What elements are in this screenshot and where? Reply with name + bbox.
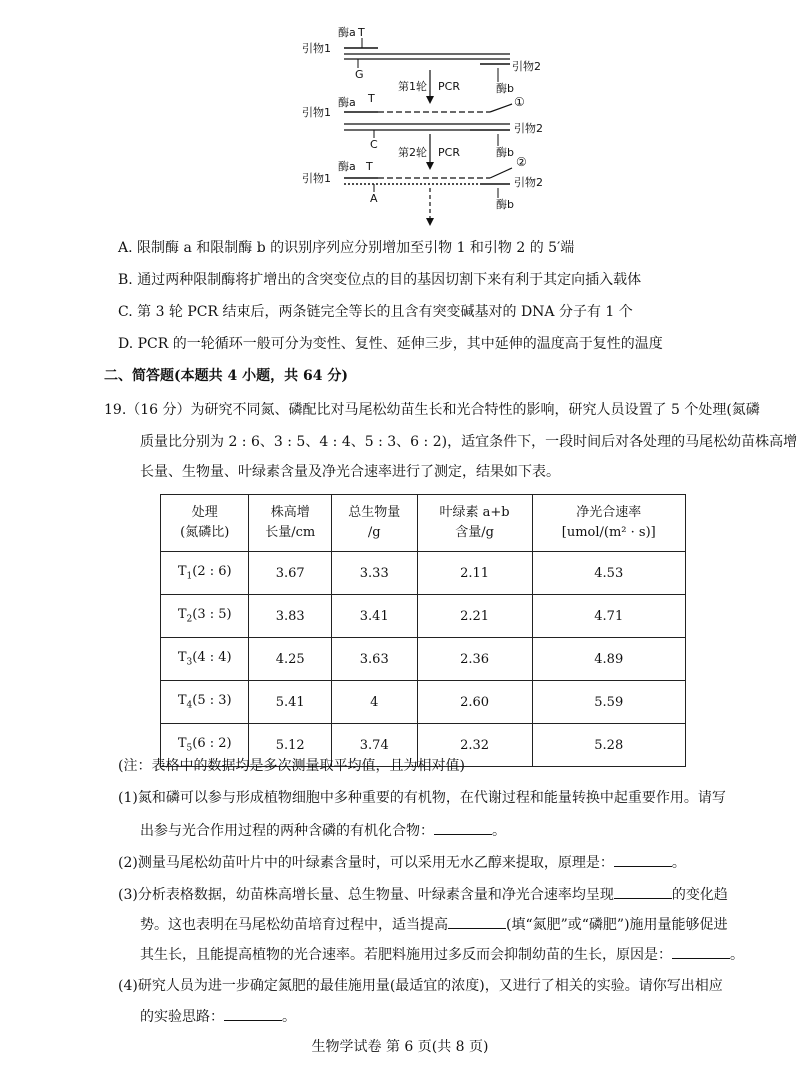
subquestion-3-line1: (3)分析表格数据，幼苗株高增长量、总生物量、叶绿素含量和净光合速率均呈现 的变化趋 (118, 884, 728, 905)
question-19-line1: 19.（16 分）为研究不同氮、磷配比对马尾松幼苗生长和光合特性的影响，研究人员设置了 5 个处理(氮磷 (104, 402, 760, 418)
label-primer2-2: 引物2 (514, 122, 543, 135)
results-table (160, 494, 686, 767)
round3-arrowhead (426, 218, 434, 226)
label-mark2: ② (516, 155, 527, 169)
header-height: 株高增 长量/cm (249, 495, 331, 552)
label-t-1: T (358, 26, 365, 39)
answer-blank-3b[interactable] (448, 914, 506, 929)
round1-arrowhead (426, 96, 434, 104)
option-a: A. 限制酶 a 和限制酶 b 的识别序列应分别增加至引物 1 和引物 2 的 5′端 (118, 240, 575, 256)
header-chlorophyll: 叶绿素 a+b 含量/g (417, 495, 532, 552)
label-g: G (355, 68, 364, 81)
cell-height: 3.83 (249, 595, 331, 638)
label-c: C (370, 138, 378, 151)
cell-rate: 5.28 (532, 724, 686, 767)
header-treatment: 处理 (氮磷比) (161, 495, 249, 552)
label-enzyme-a-2: 酶a (338, 96, 356, 109)
cell-chlorophyll: 2.60 (417, 681, 532, 724)
subquestion-4-line2: 的实验思路： 。 (140, 1006, 296, 1027)
table-header-row (161, 495, 686, 552)
pcr-diagram (300, 20, 560, 235)
label-primer2-3: 引物2 (514, 176, 543, 189)
table-note: (注：表格中的数据均是多次测量取平均值，且为相对值) (118, 758, 465, 774)
question-19-line2: 质量比分别为 2 : 6、3 : 5、4 : 4、5 : 3、6 : 2)，适宜条件下，一段时间后对各处理的马尾松幼苗株高增 (140, 434, 798, 450)
subquestion-1-line1: (1)氮和磷可以参与形成植物细胞中多种重要的有机物，在代谢过程和能量转换中起重要作用。请写 (118, 790, 726, 806)
label-a: A (370, 192, 378, 205)
cell-height: 5.12 (249, 724, 331, 767)
table-row (161, 552, 686, 595)
option-b: B. 通过两种限制酶将扩增出的含突变位点的目的基因切割下来有利于其定向插入载体 (118, 272, 642, 288)
cell-biomass: 3.63 (331, 638, 417, 681)
cell-height: 4.25 (249, 638, 331, 681)
tail-2 (490, 168, 512, 178)
label-enzyme-a-1: 酶a (338, 26, 356, 39)
option-d: D. PCR 的一轮循环一般可分为变性、复性、延伸三步，其中延伸的温度高于复性的温度 (118, 336, 663, 352)
subquestion-2: (2)测量马尾松幼苗叶片中的叶绿素含量时，可以采用无水乙醇来提取，原理是： 。 (118, 852, 686, 873)
cell-chlorophyll: 2.32 (417, 724, 532, 767)
header-biomass: 总生物量 /g (331, 495, 417, 552)
answer-blank-4[interactable] (224, 1006, 282, 1021)
cell-biomass: 3.41 (331, 595, 417, 638)
pcr-diagram-svg (300, 20, 560, 235)
cell-height: 5.41 (249, 681, 331, 724)
cell-treatment: $T_3(4$ : 4) (161, 638, 249, 681)
cell-treatment: $T_4(5$ : 3) (161, 681, 249, 724)
answer-blank-3a[interactable] (614, 884, 672, 899)
subquestion-1-line2: 出参与光合作用过程的两种含磷的有机化合物： 。 (140, 820, 506, 841)
option-c: C. 第 3 轮 PCR 结束后，两条链完全等长的且含有突变碱基对的 DNA 分子有 1 个 (118, 304, 633, 320)
cell-rate: 5.59 (532, 681, 686, 724)
table-row (161, 638, 686, 681)
section-title: 二、简答题(本题共 4 小题，共 64 分) (104, 368, 348, 384)
cell-treatment: $T_5(6$ : 2) (161, 724, 249, 767)
round2-arrowhead (426, 162, 434, 170)
label-primer2-1: 引物2 (512, 60, 541, 73)
cell-treatment: $T_2(3$ : 5) (161, 595, 249, 638)
cell-biomass: 3.74 (331, 724, 417, 767)
subquestion-4-line1: (4)研究人员为进一步确定氮肥的最佳施用量(最适宜的浓度)，又进行了相关的实验。请你写出相应 (118, 978, 723, 994)
header-photosynthesis: 净光合速率 [umol/(m² · s)] (532, 495, 686, 552)
answer-blank-3c[interactable] (672, 944, 730, 959)
cell-biomass: 4 (331, 681, 417, 724)
cell-chlorophyll: 2.11 (417, 552, 532, 595)
table-row (161, 595, 686, 638)
label-t-2: T (368, 92, 375, 105)
label-primer1-2: 引物1 (302, 106, 331, 119)
answer-blank-1[interactable] (434, 820, 492, 835)
subquestion-3-line3: 其生长，且能提高植物的光合速率。若肥料施用过多反而会抑制幼苗的生长，原因是： 。 (140, 944, 744, 965)
cell-rate: 4.53 (532, 552, 686, 595)
label-pcr-2: PCR (438, 146, 460, 159)
label-enzyme-b-3: 酶b (496, 198, 514, 211)
label-enzyme-b-2: 酶b (496, 146, 514, 159)
label-primer1-3: 引物1 (302, 172, 331, 185)
cell-chlorophyll: 2.21 (417, 595, 532, 638)
tail-1 (490, 104, 512, 112)
label-round2: 第2轮 (398, 146, 427, 159)
label-t-3: T (366, 160, 373, 173)
question-19-line3: 长量、生物量、叶绿素含量及净光合速率进行了测定，结果如下表。 (140, 464, 560, 480)
subquestion-3-line2: 势。这也表明在马尾松幼苗培育过程中，适当提高 (填“氮肥”或“磷肥”)施用量能够促进 (140, 914, 728, 935)
label-primer1-1: 引物1 (302, 42, 331, 55)
label-pcr-1: PCR (438, 80, 460, 93)
cell-rate: 4.89 (532, 638, 686, 681)
cell-biomass: 3.33 (331, 552, 417, 595)
label-mark1: ① (514, 95, 525, 109)
cell-chlorophyll: 2.36 (417, 638, 532, 681)
cell-height: 3.67 (249, 552, 331, 595)
cell-treatment: $T_1(2$ : 6) (161, 552, 249, 595)
label-enzyme-b-1: 酶b (496, 82, 514, 95)
label-enzyme-a-3: 酶a (338, 160, 356, 173)
page-footer: 生物学试卷 第 6 页(共 8 页) (311, 1039, 489, 1055)
answer-blank-2[interactable] (614, 852, 672, 867)
table-row (161, 681, 686, 724)
label-round1: 第1轮 (398, 80, 427, 93)
cell-rate: 4.71 (532, 595, 686, 638)
